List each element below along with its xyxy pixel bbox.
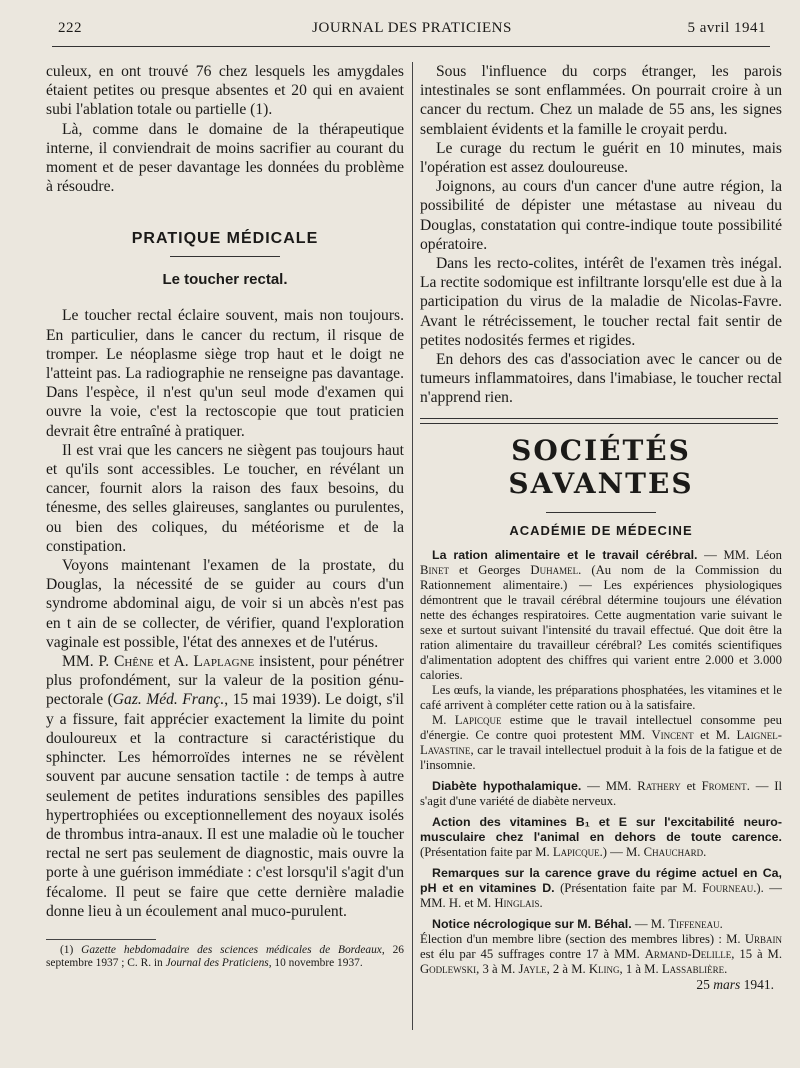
section-title-societes: SOCIÉTÉS SAVANTES <box>508 433 694 500</box>
communication-title: Notice nécrologique sur M. Béhal. <box>432 916 632 931</box>
article-paragraph-2: Il est vrai que les cancers ne siègent pas toujours haut et qu'ils sont accessibles. Le toucher, en révélant un cancer, fournit alors la raison des faux besoins, du ténesme, des selles glaireuses, sanglantes ou purulentes, ou bien des coliques, du météorisme et de la constipation. <box>46 441 404 555</box>
page-number: 222 <box>58 20 82 36</box>
academy-title: ACADÉMIE DE MÉDECINE <box>509 522 693 538</box>
article-paragraph-8: Dans les recto-colites, intérêt de l'examen très inégal. La rectite sodomique est infiltrante lorsqu'elle est due à la participation du virus de la maladie de Nicolas-Favre. Avant le rétrécissement, le toucher rectal fait sentir de petites nodosités fermes et rigides. <box>420 255 782 349</box>
communication-title: Remarques sur la carence grave du régime actuel en Ca, pH et en vitamines D. <box>420 865 782 895</box>
journal-reference: Gaz. Méd. Franç. <box>112 691 225 709</box>
communication-diabete: Diabète hypothalamique. — MM. Rathery et Froment. — Il s'agit d'une variété de diabète nerveux. <box>420 778 782 808</box>
footnote-rule <box>46 939 156 940</box>
column-divider <box>412 62 413 1030</box>
communication-notice: Notice nécrologique sur M. Béhal. — M. Tiffeneau. <box>432 916 723 931</box>
intro-paragraph-2: Là, comme dans le domaine de la thérapeutique interne, il conviendrait de moins sacrifier au courant du moment et de peser davantage les données du problème à résoudre. <box>46 120 404 196</box>
header-rule <box>52 46 770 47</box>
journal-title: JOURNAL DES PRATICIENS <box>312 20 512 36</box>
article-paragraph-3: Voyons maintenant l'examen de la prostate, du Douglas, la nécessité de se guider au cours d'un syndrome abdominal aigu, de voir si un abcès n'est pas en t ain de se collecter, de vérifier, quand l'exploration vaginale est possible, l'état des annexes et de l'utérus. <box>46 557 404 651</box>
communication-title: La ration alimentaire et le travail cérébral. <box>432 547 698 562</box>
article-paragraph-6: Le curage du rectum le guérit en 10 minutes, mais l'opération est assez douloureuse. <box>420 139 782 177</box>
issue-date: 5 avril 1941 <box>687 20 766 36</box>
author-name: Chêne <box>113 653 154 671</box>
communication-title: Diabète hypothalamique. <box>432 778 582 793</box>
article-title: Le toucher rectal. <box>162 271 288 289</box>
election-paragraph: Élection d'un membre libre (section des membres libres) : M. Urbain est élu par 45 suffrages contre 17 à MM. Armand-Delille, 15 à M. Godlewski, 3 à M. Jayle, 2 à M. Kling, 1 à M. Lassablière. <box>420 931 782 976</box>
communication-ration-p3: M. Lapicque estime que le travail intellectuel consomme peu d'énergie. Ce contre quoi protestent MM. Vincent et M. Laignel-Lavastine, car le travail intellectuel produit à la fois de la fatigue et de l'insomnie. <box>420 712 782 772</box>
article-paragraph-1: Le toucher rectal éclaire souvent, mais non toujours. En particulier, dans le cancer du rectum, il risque de tromper. Le néoplasme siège trop haut et le doigt ne l'atteint pas. La radiographie ne renseigne pas davantage. Dans l'espèce, il n'est qu'un seul mode d'examen qui ouvre la voie, c'est la rectoscopie que tout praticien devrait être entraîné à pratiquer. <box>46 307 404 440</box>
article-paragraph-7: Joignons, au cours d'un cancer d'une autre région, la possibilité de dépister une métastase au niveau du Douglas, constatation qui contre-indique toute possibilité opératoire. <box>420 178 782 253</box>
communication-title: Action des vitamines B₁ et E sur l'excitabilité neuro-musculaire chez l'animal en dehors de toute carence. <box>420 814 782 844</box>
session-date: 25 mars 1941. <box>696 976 774 992</box>
section-title-pratique: PRATIQUE MÉDICALE <box>131 230 319 248</box>
communication-carence: Remarques sur la carence grave du régime actuel en Ca, pH et en vitamines D. (Présentation faite par M. Fourneau.). — MM. H. et M. Hinglais. <box>420 865 782 910</box>
footnote: (1) Gazette hebdomadaire des sciences médicales de Bordeaux, 26 septembre 1937 ; C. R. in Journal des Praticiens, 10 novembre 1937. <box>46 943 404 969</box>
intro-paragraph-1: culeux, en ont trouvé 76 chez lesquels les amygdales étaient petites ou presque absentes et 20 qui en avaient subi l'ablation totale ou partielle (1). <box>46 63 404 119</box>
communication-ration-p2: Les œufs, la viande, les préparations phosphatées, les vitamines et le café arrivent à compléter cette ration ou à la satisfaire. <box>420 682 782 712</box>
right-column <box>420 62 782 993</box>
author-name: Laplagne <box>193 653 255 671</box>
article-paragraph-4: MM. P. Chêne et A. Laplagne insistent, pour pénétrer plus profondément, sur la valeur de la position génu-pectorale (Gaz. Méd. Franç., 15 mai 1939). Le doigt, s'il y a fissure, fait apprécier exactement la limite du point douloureux et la contracture si caractéristique du sphincter. Les hémorroïdes internes ne se révèlent souvent par aucune sensation tactile : de temps à autre seulement de petites indurations sensibles des papilles hypertrophiées ou exceptionnellement des noyaux isolés de thrombus intra-anaux. Il est une maladie où le toucher rectal ne sert pas seulement de diagnostic, mais ouvre la porte à une guérison immédiate : c'est lorsqu'il s'agit d'un fécalome. Il peut se faire que cette dernière maladie donne lieu à un écoulement anal muco-purulent. <box>46 653 404 920</box>
article-paragraph-5: Sous l'influence du corps étranger, les parois intestinales se sont enflammées. On pourrait croire à un cancer du rectum. Chez un malade de 55 ans, les signes semblaient évidents et la famille le croyait perdu. <box>420 63 782 138</box>
article-paragraph-9: En dehors des cas d'association avec le cancer ou de tumeurs inflammatoires, dans l'imabiase, le toucher rectal n'apprend rien. <box>420 351 782 407</box>
communication-ration: La ration alimentaire et le travail cérébral. — MM. Léon Binet et Georges Duhamel. (Au nom de la Commission du Rationnement alimentaire.) — Les expériences physiologiques démontrent que le travail cérébral détermine toujours une élévation nette des échanges respiratoires. Cette augmentation varie suivant le sexe et surtout suivant l'intensité du travail effectué. Que doit être la ration alimentaire du travailleur cérébral? Les comités scientifiques d'alimentation adoptent des chiffres qui varient entre 2.000 et 3.000 calories. <box>420 547 783 682</box>
left-column <box>46 62 404 970</box>
page-header <box>58 20 766 42</box>
communication-vitamines: Action des vitamines B₁ et E sur l'excitabilité neuro-musculaire chez l'animal en dehors de toute carence. (Présentation faite par M. Lapicque.) — M. Chauchard. <box>420 814 782 859</box>
